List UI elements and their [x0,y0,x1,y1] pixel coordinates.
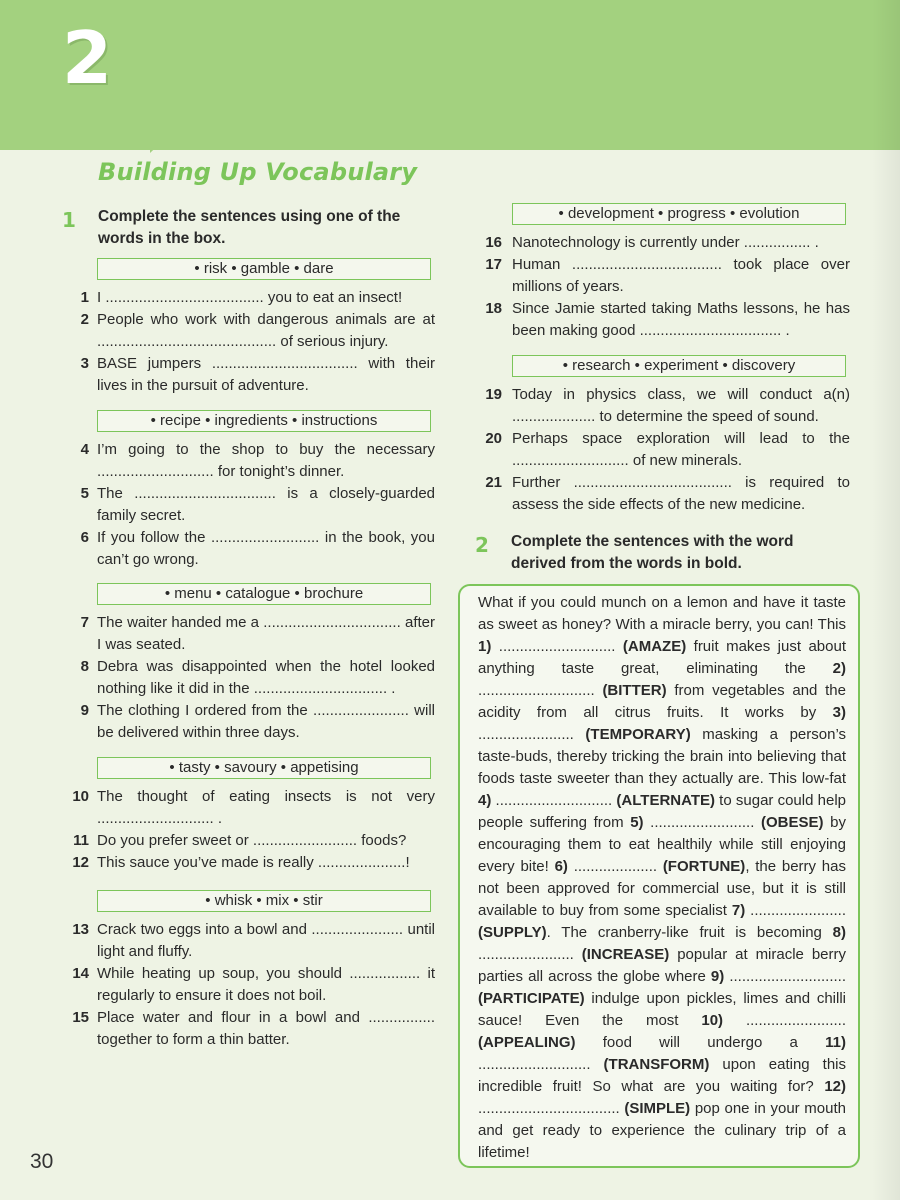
passage-text-segment: popular at miracle berry parties all across the globe where [478,946,846,985]
word-box-tasty: • tasty • savoury • appetising [97,757,431,779]
passage-bold-segment: 5) [630,814,644,831]
passage-bold-segment: (TEMPORARY) [585,726,691,743]
passage-bold-segment: 9) [710,968,725,985]
section-title: Building Up Vocabulary [98,158,418,186]
question-item[interactable]: 9 The clothing I ordered from the ....................... will be delivered within three days. [80,702,435,741]
passage-text-segment: masking a person’s taste-buds, thereby tricking the brain into believing that foods taste sweeter than they actually are. This low-fat [478,726,846,787]
passage-text-segment: indulge upon pickles, limes and chilli sauce! Even the most [478,990,846,1029]
question-item[interactable]: 13 Crack two eggs into a bowl and ...................... until light and fluffy. [72,921,435,960]
exercise-2-instruction: Complete the sentences with the word derived from the words in bold. [511,533,794,572]
passage-text-segment: What if you could munch on a lemon and have it taste as sweet as honey? With a miracle berry, you can! This [478,594,846,633]
passage-bold-segment: (APPEALING) [478,1034,576,1051]
exercise-1-instruction: Complete the sentences using one of the words in the box. [98,208,401,247]
passage-bold-segment: 2) [832,660,846,677]
question-item[interactable]: 6 If you follow the .......................... in the book, you can’t go wrong. [80,529,435,568]
passage-bold-segment: (SUPPLY) [478,924,547,941]
passage-bold-segment: 10) [701,1012,724,1029]
question-item[interactable]: 17 Human .................................... took place over millions of years. [485,256,850,295]
question-item[interactable]: 2 People who work with dangerous animals are at ........................................... of serious injury. [80,311,435,350]
passage-text-segment: .................................. [478,1100,625,1117]
passage-text-segment: ............................ [724,968,847,985]
page-edge-shadow [872,0,900,1200]
passage-text-segment: pop one in your mouth and get ready to experience the culinary trip of a lifetime! [478,1100,846,1161]
question-item[interactable]: 1 I ...................................... you to eat an insect! [80,289,403,306]
question-item[interactable]: 4 I’m going to the shop to buy the necessary ............................ for tonight’s dinner. [80,441,435,480]
passage-text-segment: upon eating this incredible fruit! So what are you waiting for? [478,1056,846,1095]
passage-bold-segment: (ALTERNATE) [616,792,715,809]
word-box-risk: • risk • gamble • dare [97,258,431,280]
word-box-menu: • menu • catalogue • brochure [97,583,431,605]
passage-bold-segment: (PARTICIPATE) [478,990,585,1007]
passage-text-segment: ....................... [478,946,582,963]
question-item[interactable]: 10 The thought of eating insects is not very ............................ . [72,788,435,827]
exercise-1-number: 1 [62,208,76,232]
passage-text-segment: ............................ [491,792,617,809]
word-box-research: • research • experiment • discovery [512,355,846,377]
word-box-whisk: • whisk • mix • stir [97,890,431,912]
question-item[interactable]: 5 The .................................. is a closely-guarded family secret. [80,485,435,524]
exercise-2-number: 2 [475,533,489,557]
question-item[interactable]: 11 Do you prefer sweet or ......................... foods? [73,832,407,849]
passage-text-segment: ......................... [643,814,761,831]
passage-bold-segment: 1) [478,638,492,655]
passage-text-segment: , the berry has not been approved for commercial use, but it is still available to buy from some specialist [478,858,846,919]
word-box-development: • development • progress • evolution [512,203,846,225]
passage-text-segment: to sugar could help people suffering from [478,792,846,831]
passage-text-segment: . The cranberry-like fruit is becoming [546,924,833,941]
unit-number: 2 [62,16,113,100]
question-item[interactable]: 3 BASE jumpers ................................... with their lives in the pursuit of adventure. [80,355,435,394]
question-item[interactable]: 21 Further ...................................... is required to assess the side effects of the new medicine. [485,474,850,513]
passage-bold-segment: (FORTUNE) [662,858,746,875]
question-item[interactable]: 19 Today in physics class, we will conduct a(n) .................... to determine the speed of sound. [485,386,850,425]
passage-text-segment: ........................ [723,1012,846,1029]
reading-passage [458,584,860,1168]
passage-text-segment: ....................... [478,726,586,743]
page-number: 30 [30,1150,54,1173]
question-item[interactable]: 12 This sauce you’ve made is really .....................! [72,854,410,871]
passage-bold-segment: (OBESE) [761,814,824,831]
passage-bold-segment: (INCREASE) [581,946,670,963]
passage-text-segment: fruit makes just about anything taste great, eliminating the [478,638,846,677]
passage-text-segment: ........................... [478,1056,604,1073]
passage-text-segment: ............................ [491,638,623,655]
passage-bold-segment: 4) [478,792,492,809]
passage-bold-segment: 3) [832,704,846,721]
passage-bold-segment: 12) [824,1078,846,1095]
passage-text-segment: by encouraging them to eat healthily while still enjoying every bite! [478,814,846,875]
question-item[interactable]: 16 Nanotechnology is currently under ................ . [485,234,819,251]
question-item[interactable]: 18 Since Jamie started taking Maths lessons, he has been making good .................................. . [485,300,850,339]
passage-bold-segment: 11) [825,1034,846,1051]
passage-bold-segment: 7) [731,902,746,919]
question-item[interactable]: 20 Perhaps space exploration will lead to the ............................ of new minerals. [485,430,850,469]
passage-bold-segment: 8) [832,924,846,941]
word-box-recipe: • recipe • ingredients • instructions [97,410,431,432]
passage-text-segment: .................... [567,858,663,875]
question-item[interactable]: 15 Place water and flour in a bowl and ................ together to form a thin batter. [72,1009,435,1048]
passage-text-segment: from vegetables and the acidity from all citrus fruits. It works by [478,682,846,721]
passage-text-segment: food will undergo a [575,1034,826,1051]
question-item[interactable]: 8 Debra was disappointed when the hotel looked nothing like it did in the ................................ . [80,658,435,697]
header-band [0,0,900,150]
question-item[interactable]: 14 While heating up soup, you should ................. it regularly to ensure it does not boil. [72,965,435,1004]
passage-bold-segment: (SIMPLE) [624,1100,691,1117]
passage-text-segment: ....................... [745,902,847,919]
passage-bold-segment: (TRANSFORM) [603,1056,710,1073]
question-item[interactable]: 7 The waiter handed me a ................................. after I was seated. [80,614,435,653]
passage-bold-segment: (AMAZE) [622,638,687,655]
passage-bold-segment: 6) [554,858,568,875]
header-tab [150,95,212,153]
passage-bold-segment: (BITTER) [602,682,667,699]
passage-text-segment: ............................ [478,682,603,699]
